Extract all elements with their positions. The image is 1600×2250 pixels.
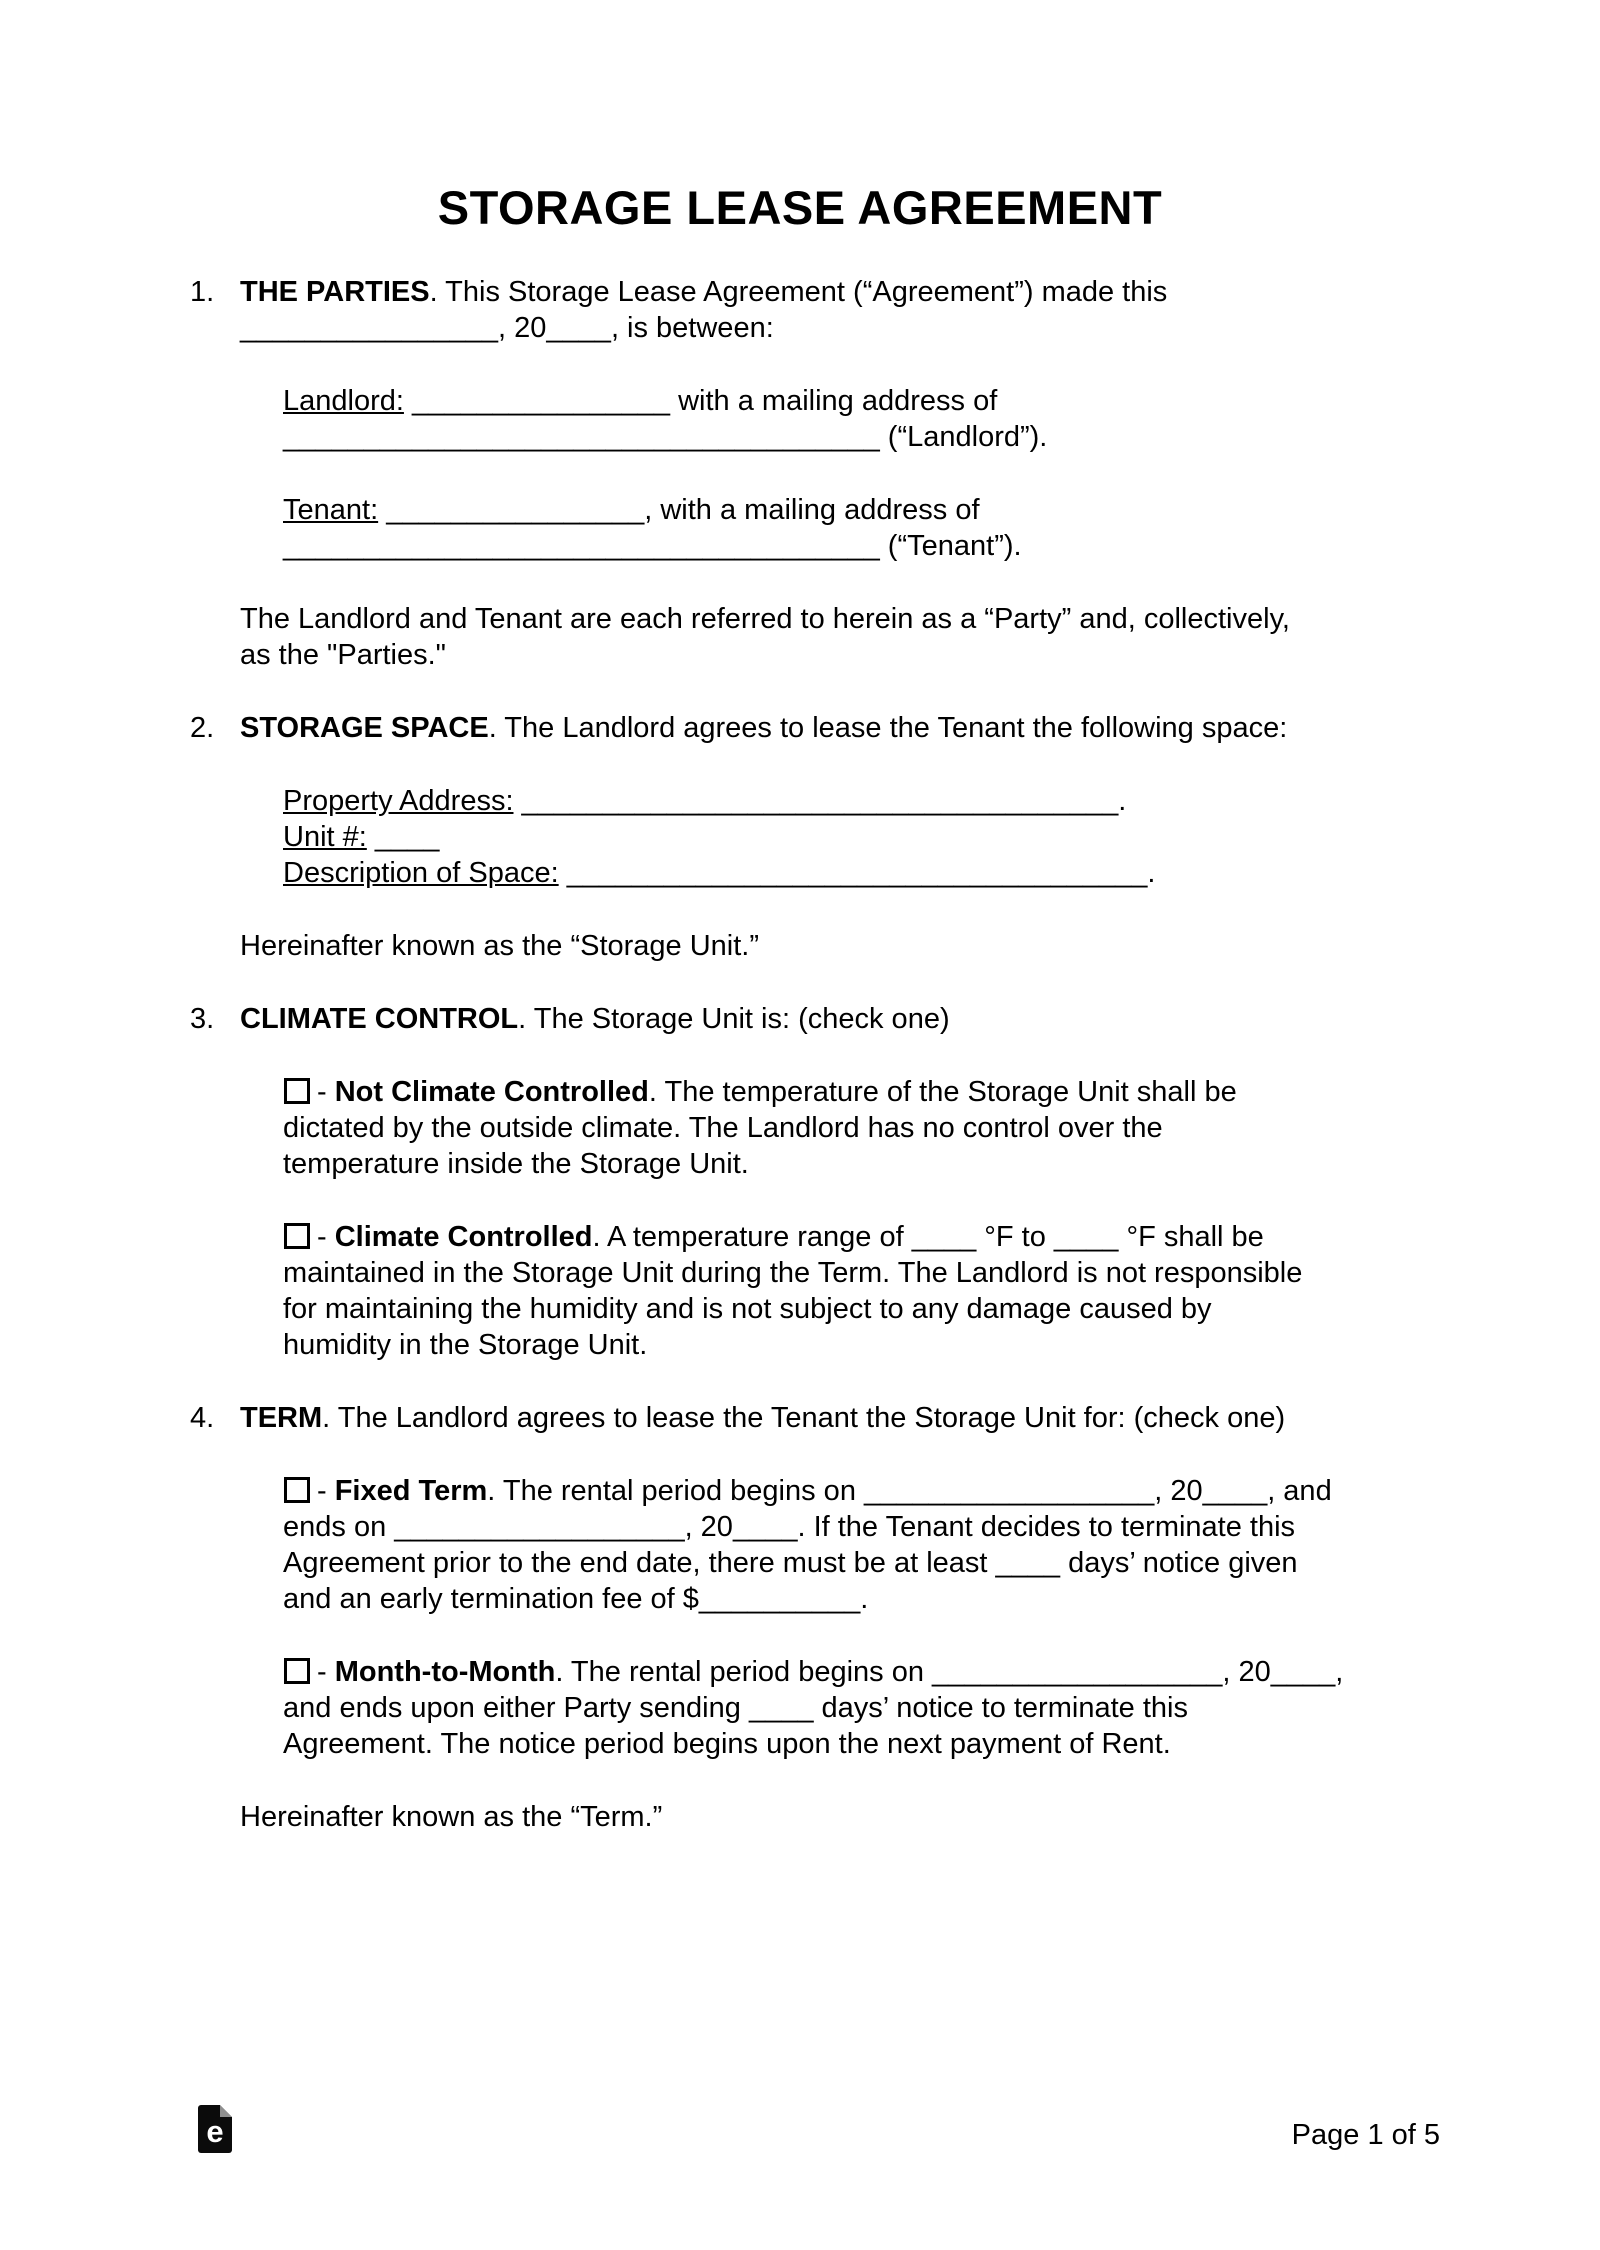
text-line (283, 419, 1460, 455)
unit-number-label: Unit #: (283, 821, 367, 853)
intro-text: . This Storage Lease Agreement (“Agreement”) made this (429, 276, 1168, 308)
text-line: as the "Parties." (240, 639, 446, 671)
option-text: . The rental period begins on __________________, 20____, and (487, 1475, 1332, 1507)
text-line: Agreement. The notice period begins upon the next payment of Rent. (283, 1728, 1171, 1760)
checkbox-climate-controlled[interactable] (284, 1223, 310, 1249)
property-address-blank: _____________________________________. (513, 785, 1127, 817)
text-line (283, 492, 1460, 528)
section-number: 3. (190, 1003, 215, 1035)
section-heading: THE PARTIES (240, 276, 430, 308)
option-name: Climate Controlled (334, 1221, 593, 1253)
description-of-space-label: Description of Space: (283, 857, 559, 889)
text-line (240, 710, 1460, 746)
text-line: ends on __________________, 20____. If the Tenant decides to terminate this (283, 1511, 1296, 1543)
text-line: Hereinafter known as the “Term.” (240, 1801, 663, 1833)
section-number: 2. (190, 712, 215, 744)
text-line (283, 819, 1460, 855)
section-heading: TERM (240, 1402, 323, 1434)
section-term-body (240, 1400, 1460, 1872)
section-storage-space-body (240, 710, 1460, 1001)
paragraph-space-details (283, 783, 1460, 891)
section-climate-control-body (240, 1001, 1460, 1400)
tenant-name-blank: ________________, with a mailing address of (378, 494, 980, 526)
option-name: Month-to-Month (334, 1656, 556, 1688)
paragraph-tenant (283, 492, 1460, 564)
section-heading: STORAGE SPACE (240, 712, 489, 744)
checkbox-fixed-term[interactable] (284, 1477, 310, 1503)
option-text: . The rental period begins on __________________, 20____, (555, 1656, 1344, 1688)
text-line (283, 383, 1460, 419)
section-the-parties (190, 274, 1460, 710)
section-number: 1. (190, 276, 215, 308)
paragraph-not-climate-controlled (283, 1074, 1460, 1182)
text-line (240, 310, 1460, 346)
paragraph-landlord (283, 383, 1460, 455)
option-name: Not Climate Controlled (334, 1076, 649, 1108)
paragraph-storage-closing (240, 928, 1460, 964)
text-line: and ends upon either Party sending ____ days’ notice to terminate this (283, 1692, 1188, 1724)
text-line (283, 783, 1460, 819)
paragraph-month-to-month (283, 1654, 1460, 1762)
description-of-space-blank: ____________________________________. (558, 857, 1156, 889)
text-line: Hereinafter known as the “Storage Unit.” (240, 930, 760, 962)
document-page (0, 180, 1600, 2151)
text-line (283, 1219, 1460, 1255)
paragraph-climate-controlled (283, 1219, 1460, 1363)
paragraph-storage-intro (240, 710, 1460, 746)
text-line: and an early termination fee of $__________. (283, 1583, 869, 1615)
section-term (190, 1400, 1460, 1872)
eforms-document-logo-icon (198, 2105, 232, 2153)
text-line (240, 274, 1460, 310)
checkbox-separator: - (317, 1221, 335, 1253)
intro-text: . The Storage Unit is: (check one) (518, 1003, 950, 1035)
text-line: temperature inside the Storage Unit. (283, 1148, 749, 1180)
text-line: dictated by the outside climate. The Landlord has no control over the (283, 1112, 1163, 1144)
section-heading: CLIMATE CONTROL (240, 1003, 519, 1035)
checkbox-month-to-month[interactable] (284, 1658, 310, 1684)
date-blank-line: ________________, 20____, is between: (240, 312, 774, 344)
tenant-address-blank: _____________________________________ (“Tenant”). (283, 530, 1022, 562)
paragraph-parties-intro (240, 274, 1460, 346)
option-text: . A temperature range of ____ °F to ____ °F shall be (592, 1221, 1264, 1253)
paragraph-term-intro (240, 1400, 1460, 1436)
property-address-label: Property Address: (283, 785, 514, 817)
checkbox-not-climate-controlled[interactable] (284, 1078, 310, 1104)
text-line: for maintaining the humidity and is not subject to any damage caused by (283, 1293, 1212, 1325)
paragraph-parties-closing (240, 601, 1460, 673)
text-line (283, 855, 1460, 891)
text-line (283, 528, 1460, 564)
section-climate-control (190, 1001, 1460, 1400)
text-line: The Landlord and Tenant are each referred to herein as a “Party” and, collectively, (240, 603, 1290, 635)
paragraph-fixed-term (283, 1473, 1460, 1617)
text-line: Agreement prior to the end date, there must be at least ____ days’ notice given (283, 1547, 1298, 1579)
section-the-parties-body (240, 274, 1460, 710)
landlord-label: Landlord: (283, 385, 404, 417)
checkbox-separator: - (317, 1475, 335, 1507)
option-text: . The temperature of the Storage Unit shall be (648, 1076, 1237, 1108)
text-line (283, 1473, 1460, 1509)
page-title: STORAGE LEASE AGREEMENT (437, 181, 1163, 234)
section-number: 4. (190, 1402, 215, 1434)
logo-letter: e (206, 2114, 224, 2149)
checkbox-separator: - (317, 1656, 335, 1688)
text-line: maintained in the Storage Unit during the Term. The Landlord is not responsible (283, 1257, 1303, 1289)
intro-text: . The Landlord agrees to lease the Tenant the following space: (488, 712, 1288, 744)
paragraph-climate-intro (240, 1001, 1460, 1037)
text-line: humidity in the Storage Unit. (283, 1329, 648, 1361)
page-number: Page 1 of 5 (1291, 2119, 1440, 2151)
intro-text: . The Landlord agrees to lease the Tenant the Storage Unit for: (check one) (322, 1402, 1286, 1434)
document-body (190, 274, 1460, 1872)
text-line (240, 1400, 1460, 1436)
tenant-label: Tenant: (283, 494, 379, 526)
paragraph-term-closing (240, 1799, 1460, 1835)
landlord-address-blank: _____________________________________ (“Landlord”). (283, 421, 1048, 453)
text-line (240, 1001, 1460, 1037)
text-line (283, 1654, 1460, 1690)
text-line (283, 1074, 1460, 1110)
section-storage-space (190, 710, 1460, 1001)
checkbox-separator: - (317, 1076, 335, 1108)
option-name: Fixed Term (334, 1475, 488, 1507)
landlord-name-blank: ________________ with a mailing address of (403, 385, 998, 417)
unit-number-blank: ____ (366, 821, 440, 853)
